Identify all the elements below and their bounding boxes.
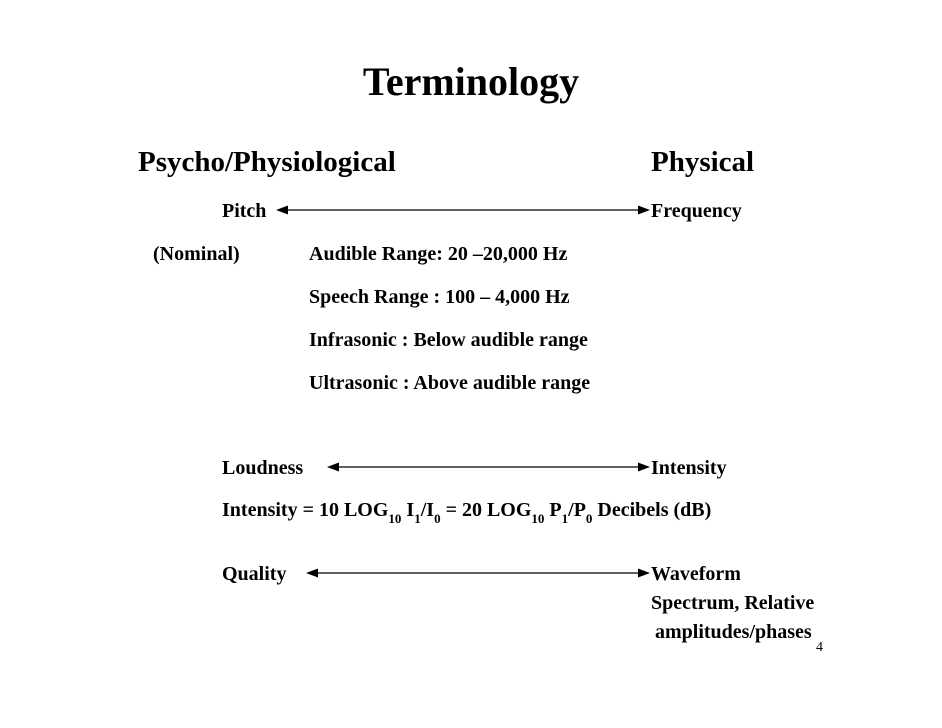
- loudness-label: Loudness: [222, 457, 304, 479]
- pitch-label: Pitch: [222, 200, 267, 222]
- amplitudes-phases-label: amplitudes/phases: [655, 621, 812, 643]
- slide-title: Terminology: [362, 59, 580, 104]
- frequency-label: Frequency: [651, 200, 742, 222]
- quality-waveform-arrow: [306, 565, 650, 581]
- nominal-label: (Nominal): [153, 243, 240, 265]
- speech-range-text: Speech Range : 100 – 4,000 Hz: [309, 286, 570, 308]
- quality-label: Quality: [222, 563, 287, 585]
- ultrasonic-text: Ultrasonic : Above audible range: [309, 372, 591, 394]
- pitch-frequency-arrow: [276, 202, 650, 218]
- audible-range-text: Audible Range: 20 –20,000 Hz: [309, 243, 568, 265]
- spectrum-relative-label: Spectrum, Relative: [651, 592, 815, 614]
- intensity-label: Intensity: [651, 457, 727, 479]
- waveform-label: Waveform: [651, 563, 741, 585]
- infrasonic-text: Infrasonic : Below audible range: [309, 329, 588, 351]
- loudness-intensity-arrow: [327, 459, 650, 475]
- header-physical: Physical: [651, 146, 755, 178]
- page-number: 4: [816, 640, 823, 655]
- header-psycho-physiological: Psycho/Physiological: [138, 146, 396, 178]
- intensity-formula: Intensity = 10 $LOG_{10}$ $I_1/I_0 = 20$ $LOG_{10}$ $P_1/P_0$ Decibels (dB): [222, 499, 712, 526]
